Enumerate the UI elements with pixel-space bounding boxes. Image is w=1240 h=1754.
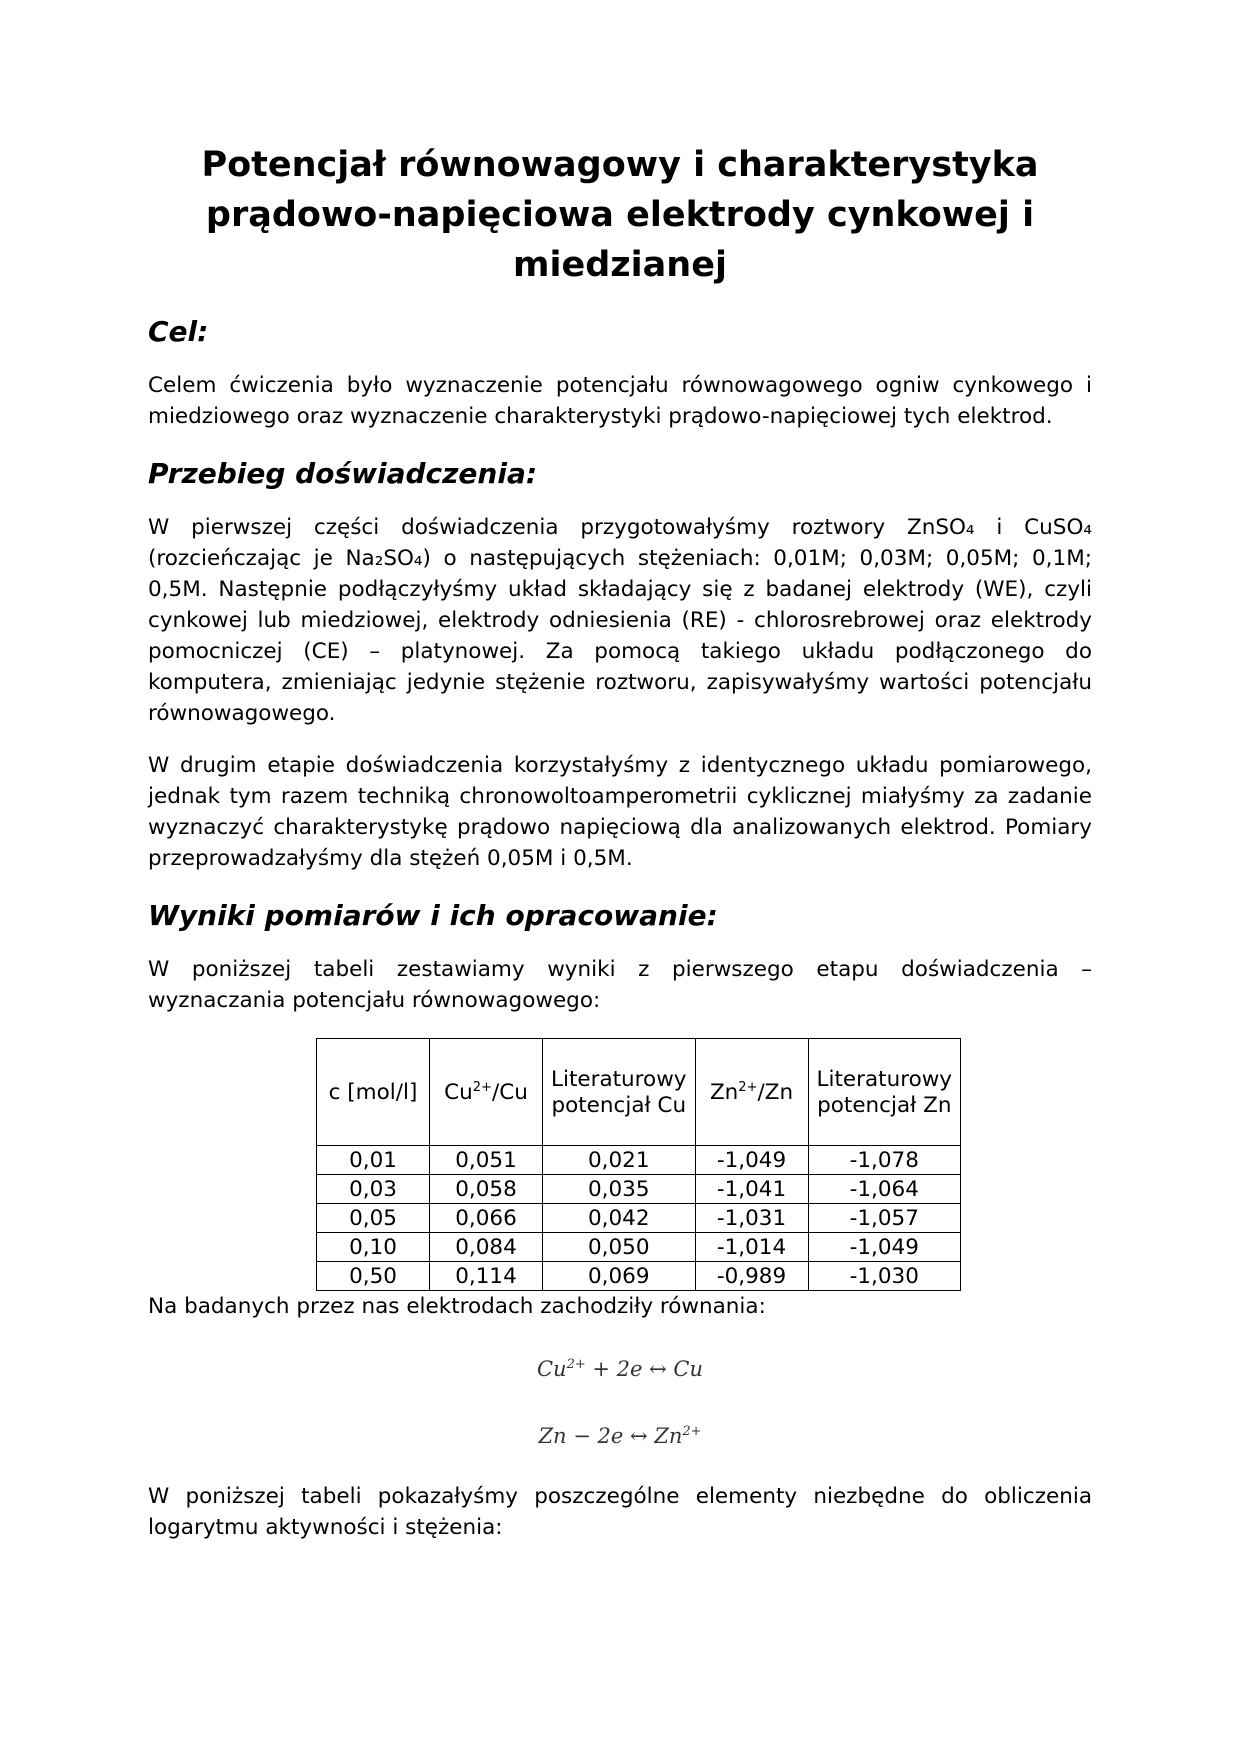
table-cell: 0,066 — [430, 1204, 543, 1233]
section-heading-wyniki: Wyniki pomiarów i ich opracowanie: — [148, 899, 718, 932]
paragraph-przebieg-2: W drugim etapie doświadczenia korzystałyśmy z identycznego układu pomiarowego, jednak tym razem techniką chronowoltoamperometrii cyklicznej miałyśmy za zadanie wyznaczyć charakterystykę prądowo napięciową dla analizowanych elektrod. Pomiary przeprowadzałyśmy dla stężeń 0,05M i 0,5M. — [148, 753, 1092, 871]
paragraph-przebieg-1: W pierwszej części doświadczenia przygotowałyśmy roztwory ZnSO₄ i CuSO₄ (rozcieńczając je Na₂SO₄) o następujących stężeniach: 0,01M; 0,03M; 0,05M; 0,1M; 0,5M. Następnie podłączyłyśmy układ składający się z badanej elektrody (WE), czyli cynkowej lub miedziowej, elektrody odniesienia (RE) - chlorosrebrowej oraz elektrody pomocniczej (CE) – platynowej. Za pomocą takiego układu podłączonego do komputera, zmieniając jedynie stężenie roztworu, zapisywałyśmy wartości potencjału równowagowego. — [148, 515, 1092, 726]
equation-zinc-left: Zn − 2e ↔ Zn — [538, 1424, 683, 1448]
paragraph-wyniki-intro: W poniższej tabeli zestawiamy wyniki z pierwszego etapu doświadczenia – wyznaczania potencjału równowagowego: — [148, 957, 1092, 1013]
document-title: Potencjał równowagowy i charakterystyka prądowo-napięciowa elektrody cynkowej i miedzianej — [201, 145, 1039, 285]
equation-zinc-charge: 2+ — [682, 1424, 702, 1439]
header-concentration: c [mol/l] — [317, 1039, 430, 1146]
equation-zinc — [148, 1421, 1092, 1451]
header-cu-potential — [430, 1039, 543, 1146]
header-zn-potential — [695, 1039, 808, 1146]
table-cell: -1,064 — [808, 1175, 961, 1204]
document-content — [148, 140, 1092, 1543]
table-cell: 0,035 — [543, 1175, 696, 1204]
table-cell: 0,01 — [317, 1146, 430, 1175]
equation-copper-charge: 2+ — [566, 1357, 586, 1372]
header-literature-cu: Literaturowy potencjał Cu — [543, 1039, 696, 1146]
table-cell: -1,031 — [695, 1204, 808, 1233]
equation-copper-rest: + 2e ↔ Cu — [585, 1357, 704, 1381]
table-cell: -1,041 — [695, 1175, 808, 1204]
table-cell: 0,069 — [543, 1262, 696, 1291]
table-cell: -1,049 — [808, 1233, 961, 1262]
table-cell: 0,021 — [543, 1146, 696, 1175]
table-row — [317, 1233, 961, 1262]
table-cell: 0,10 — [317, 1233, 430, 1262]
table-cell: -1,078 — [808, 1146, 961, 1175]
equation-copper — [148, 1354, 1092, 1384]
header-cu-tail: /Cu — [491, 1080, 528, 1105]
paragraph-equations-intro: Na badanych przez nas elektrodach zachodziły równania: — [148, 1294, 766, 1319]
table-cell: 0,114 — [430, 1262, 543, 1291]
table-row — [317, 1204, 961, 1233]
equation-copper-left: Cu — [536, 1357, 567, 1381]
table-cell: -1,049 — [695, 1146, 808, 1175]
table-cell: 0,50 — [317, 1262, 430, 1291]
table-row — [317, 1146, 961, 1175]
table-header-row — [317, 1039, 961, 1146]
results-table — [316, 1038, 961, 1291]
header-cu-charge: 2+ — [472, 1079, 492, 1095]
header-literature-zn: Literaturowy potencjał Zn — [808, 1039, 961, 1146]
section-heading-przebieg: Przebieg doświadczenia: — [148, 457, 538, 490]
table-cell: 0,050 — [543, 1233, 696, 1262]
header-zn-tail: /Zn — [757, 1080, 794, 1105]
table-cell: 0,042 — [543, 1204, 696, 1233]
table-cell: -0,989 — [695, 1262, 808, 1291]
table-row — [317, 1175, 961, 1204]
header-zn-base: Zn — [709, 1080, 739, 1105]
table-cell: 0,084 — [430, 1233, 543, 1262]
table-cell: -1,030 — [808, 1262, 961, 1291]
table-cell: 0,03 — [317, 1175, 430, 1204]
table-cell: 0,058 — [430, 1175, 543, 1204]
header-zn-charge: 2+ — [738, 1079, 758, 1095]
table-cell: -1,057 — [808, 1204, 961, 1233]
table-cell: 0,05 — [317, 1204, 430, 1233]
section-heading-cel: Cel: — [148, 315, 209, 348]
table-cell: -1,014 — [695, 1233, 808, 1262]
paragraph-cel: Celem ćwiczenia było wyznaczenie potencjału równowagowego ogniw cynkowego i miedziowego oraz wyznaczenie charakterystyki prądowo-napięciowej tych elektrod. — [148, 373, 1092, 429]
paragraph-table2-intro: W poniższej tabeli pokazałyśmy poszczególne elementy niezbędne do obliczenia logarytmu aktywności i stężenia: — [148, 1484, 1092, 1540]
table-row — [317, 1262, 961, 1291]
header-cu-base: Cu — [444, 1080, 473, 1105]
table-cell: 0,051 — [430, 1146, 543, 1175]
